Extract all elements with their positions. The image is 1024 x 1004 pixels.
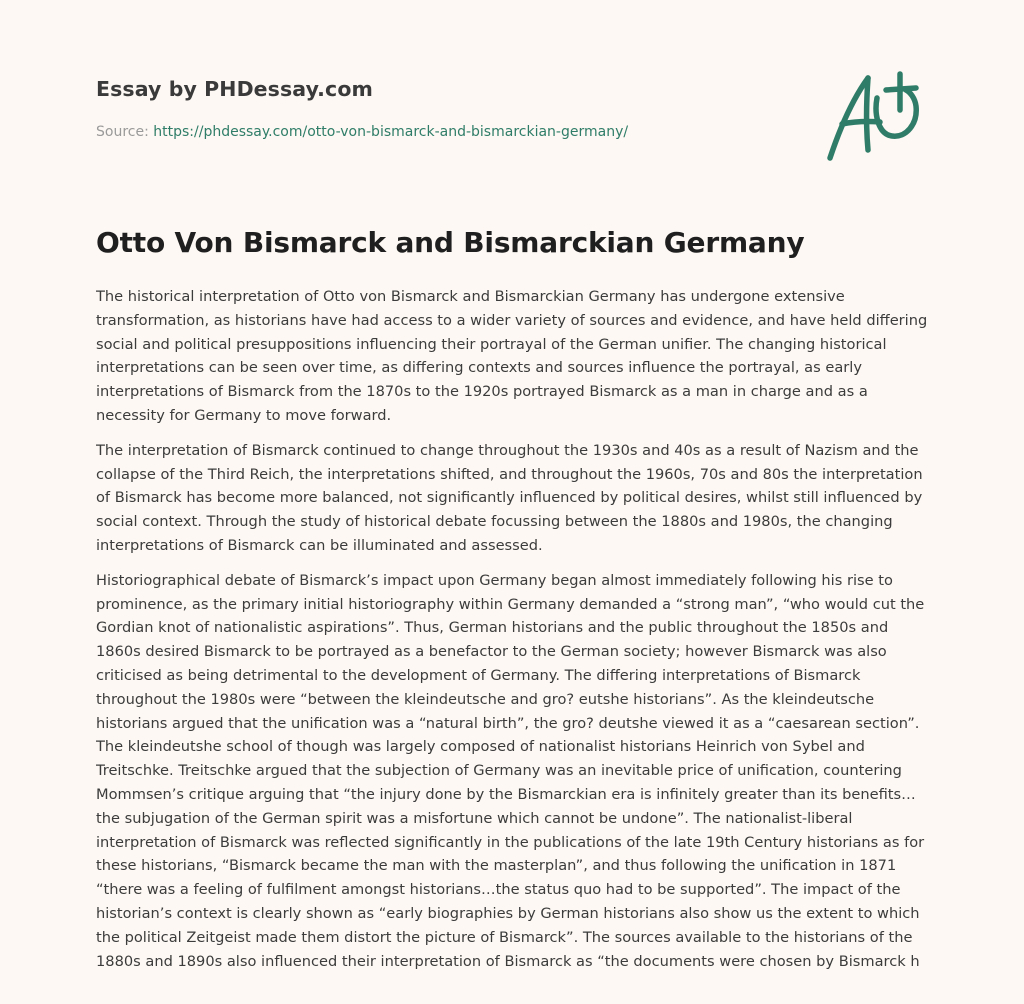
a-plus-grade-icon [820, 66, 930, 166]
essay-paragraph-1: The historical interpretation of Otto von Bismarck and Bismarckian Germany has undergone extensive transformation, as historians have had access to a wider variety of sources and evidence, and have held differing social and political presuppositions influencing their portrayal of the German unifier. The changing historical interpretations can be seen over time, as differing contexts and sources influence the portrayal, as early interpretations of Bismarck from the 1870s to the 1920s portrayed Bismarck as a man in charge and as a necessity for Germany to move forward. [96, 288, 928, 424]
source-link[interactable]: https://phdessay.com/otto-von-bismarck-and-bismarckian-germany/ [153, 124, 629, 140]
source-label: Source: [96, 124, 149, 140]
essay-paragraph-2: The interpretation of Bismarck continued to change throughout the 1930s and 40s as a result of Nazism and the collapse of the Third Reich, the interpretations shifted, and throughout the 1960s, 70s and 80s the interpretation of Bismarck has become more balanced, not significantly influenced by political desires, whilst still influenced by social context. Through the study of historical debate focussing between the 1880s and 1980s, the changing interpretations of Bismarck can be illuminated and assessed. [96, 441, 923, 554]
essay-body [96, 285, 934, 1004]
source-line [96, 124, 628, 140]
essay-title: Otto Von Bismarck and Bismarckian Germany [96, 226, 805, 259]
essay-paragraph-3: Historiographical debate of Bismarck’s impact upon Germany began almost immediately following his rise to prominence, as the primary initial historiography within Germany demanded a “strong man”, “who would cut the Gordian knot of nationalistic aspirations”. Thus, German historians and the public throughout the 1850s and 1860s desired Bismarck to be portrayed as a benefactor to the German society; however Bismarck was also criticised as being detrimental to the development of Germany. The differing interpretations of Bismarck throughout the 1980s were “between the kleindeutsche and gro? eutshe historians”. As the kleindeutsche historians argued that the unification was a “natural birth”, the gro? deutshe viewed it as a “caesarean section”. The kleindeutshe school of though was largely composed of nationalist historians Heinrich von Sybel and Treitschke. Treitschke argued that the subjection of Germany was an inevitable price of unification, countering Mommsen’s critique arguing that “the injury done by the Bismarckian era is infinitely greater than its benefits… the subjugation of the German spirit was a misfortune which cannot be undone”. The nationalist-liberal interpretation of Bismarck was reflected significantly in the publications of the late 19th Century historians as for these historians, “Bismarck became the man with the masterplan”, and thus following the unification in 1871 “there was a feeling of fulfilment amongst historians…the status quo had to be supported”. The impact of the historian’s context is clearly shown as “early biographies by German historians also show us the extent to which the political Zeitgeist made them distort the picture of Bismarck”. The sources available to the historians of the 1880s and 1890s also influenced their interpretation of Bismarck as “the documents were chosen by Bismarck h [96, 571, 925, 970]
site-title: Essay by PHDessay.com [96, 77, 373, 101]
